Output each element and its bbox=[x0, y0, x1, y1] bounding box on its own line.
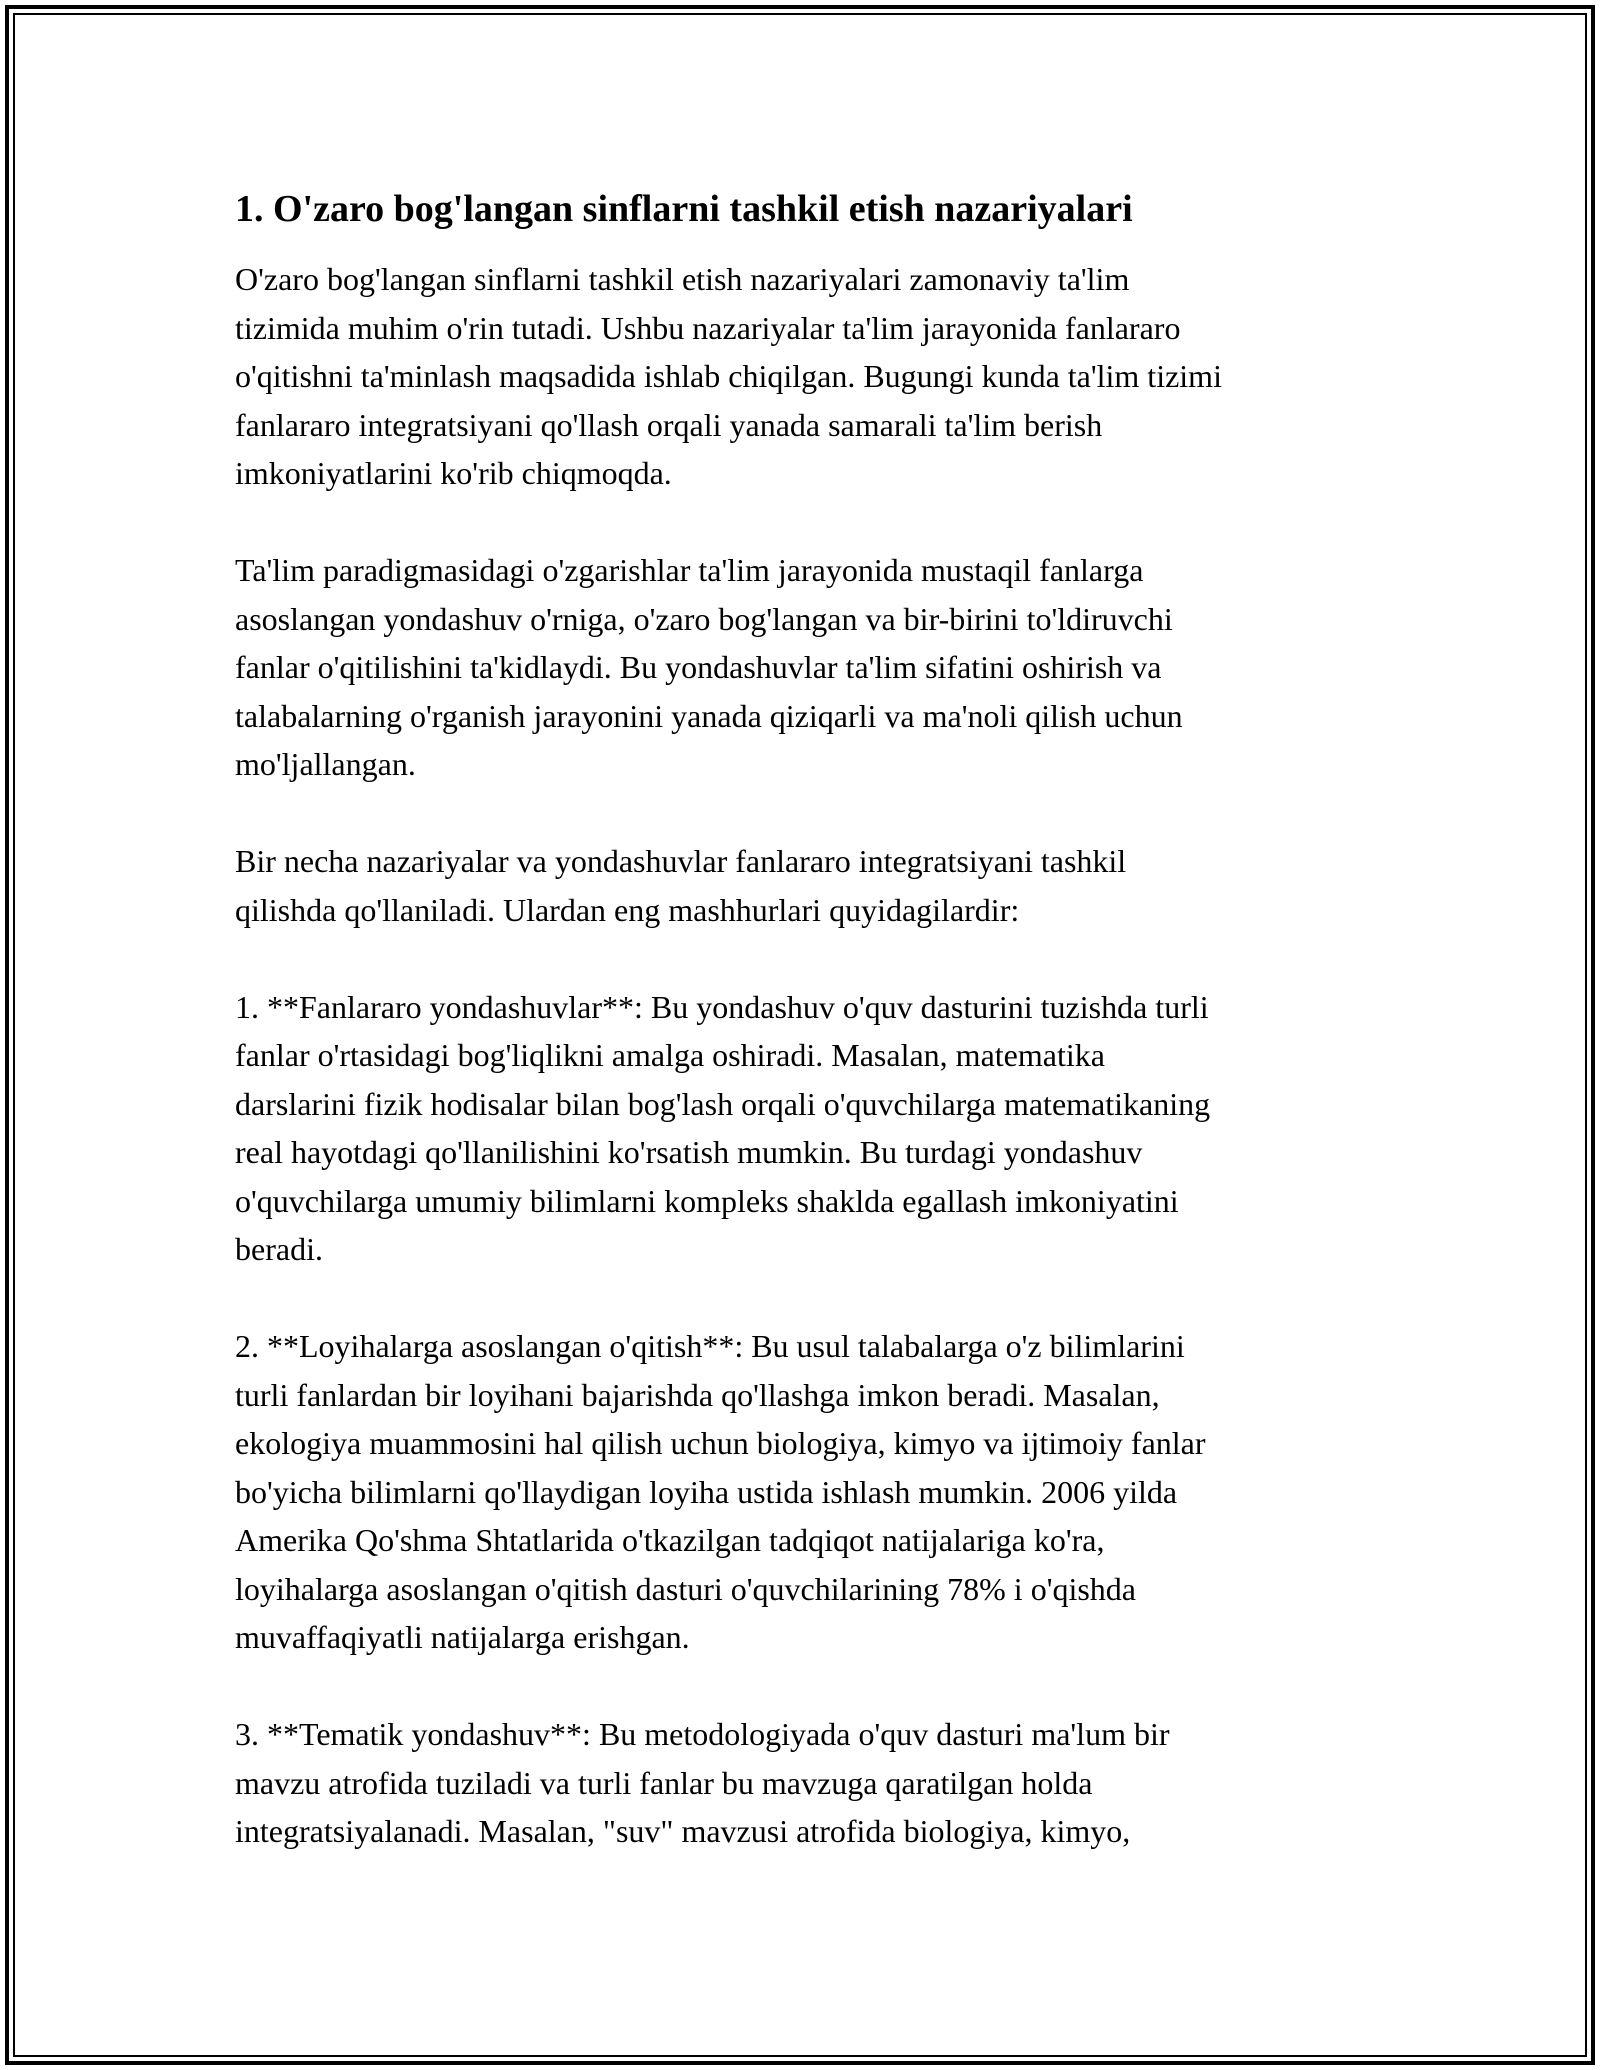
text-line: 2. **Loyihalarga asoslangan o'qitish**: Bu usul talabalarga o'z bilimlarini bbox=[235, 1328, 1185, 1364]
paragraph-intro bbox=[235, 255, 1385, 498]
list-item-project-based bbox=[235, 1322, 1385, 1662]
section-heading: 1. O'zaro bog'langan sinflarni tashkil etish nazariyalari bbox=[235, 188, 1133, 230]
text-line: integratsiyalanadi. Masalan, "suv" mavzusi atrofida biologiya, kimyo, bbox=[235, 1813, 1131, 1849]
paragraph-approaches bbox=[235, 837, 1385, 934]
text-line: bo'yicha bilimlarni qo'llaydigan loyiha ustida ishlash mumkin. 2006 yilda bbox=[235, 1473, 1178, 1510]
text-line: asoslangan yondashuv o'rniga, o'zaro bog'langan va bir-birini to'ldiruvchi bbox=[235, 600, 1173, 637]
text-line: turli fanlardan bir loyihani bajarishda qo'llashga imkon beradi. Masalan, bbox=[235, 1376, 1160, 1413]
text-line: fanlar o'qitilishini ta'kidlaydi. Bu yondashuvlar ta'lim sifatini oshirish va bbox=[235, 649, 1162, 685]
document-body bbox=[235, 185, 1385, 1904]
text-line: talabalarning o'rganish jarayonini yanada qiziqarli va ma'noli qilish uchun bbox=[235, 697, 1183, 734]
text-line: loyihalarga asoslangan o'qitish dasturi o'quvchilarining 78% i o'qishda bbox=[235, 1570, 1136, 1607]
text-line: 1. **Fanlararo yondashuvlar**: Bu yondashuv o'quv dasturini tuzishda turli bbox=[235, 988, 1209, 1025]
text-line: fanlar o'rtasidagi bog'liqlikni amalga oshiradi. Masalan, matematika bbox=[235, 1037, 1105, 1073]
text-line: Amerika Qo'shma Shtatlarida o'tkazilgan tadqiqot natijalariga ko'ra, bbox=[235, 1522, 1105, 1558]
text-line: mo'ljallangan. bbox=[235, 746, 416, 782]
text-line: beradi. bbox=[235, 1231, 323, 1267]
text-line: tizimida muhim o'rin tutadi. Ushbu nazariyalar ta'lim jarayonida fanlararo bbox=[235, 309, 1181, 346]
text-line: imkoniyatlarini ko'rib chiqmoqda. bbox=[235, 455, 672, 491]
text-line: mavzu atrofida tuziladi va turli fanlar bu mavzuga qaratilgan holda bbox=[235, 1764, 1093, 1801]
text-line: real hayotdagi qo'llanilishini ko'rsatish mumkin. Bu turdagi yondashuv bbox=[235, 1134, 1143, 1170]
text-line: darslarini fizik hodisalar bilan bog'lash orqali o'quvchilarga matematikaning bbox=[235, 1085, 1211, 1122]
list-item-thematic bbox=[235, 1710, 1385, 1856]
text-line: fanlararo integratsiyani qo'llash orqali yanada samarali ta'lim berish bbox=[235, 406, 1103, 443]
list-item-interdisciplinary bbox=[235, 983, 1385, 1274]
text-line: Bir necha nazariyalar va yondashuvlar fanlararo integratsiyani tashkil bbox=[235, 843, 1127, 879]
text-line: qilishda qo'llaniladi. Ulardan eng mashhurlari quyidagilardir: bbox=[235, 891, 1020, 928]
paragraph-paradigm bbox=[235, 546, 1385, 789]
text-line: Ta'lim paradigmasidagi o'zgarishlar ta'lim jarayonida mustaqil fanlarga bbox=[235, 552, 1144, 588]
text-line: O'zaro bog'langan sinflarni tashkil etish nazariyalari zamonaviy ta'lim bbox=[235, 261, 1130, 297]
text-line: 3. **Tematik yondashuv**: Bu metodologiyada o'quv dasturi ma'lum bir bbox=[235, 1716, 1170, 1752]
text-line: o'qitishni ta'minlash maqsadida ishlab chiqilgan. Bugungi kunda ta'lim tizimi bbox=[235, 358, 1222, 394]
text-line: ekologiya muammosini hal qilish uchun biologiya, kimyo va ijtimoiy fanlar bbox=[235, 1425, 1206, 1461]
text-line: o'quvchilarga umumiy bilimlarni kompleks shaklda egallash imkoniyatini bbox=[235, 1182, 1179, 1219]
text-line: muvaffaqiyatli natijalarga erishgan. bbox=[235, 1619, 690, 1655]
